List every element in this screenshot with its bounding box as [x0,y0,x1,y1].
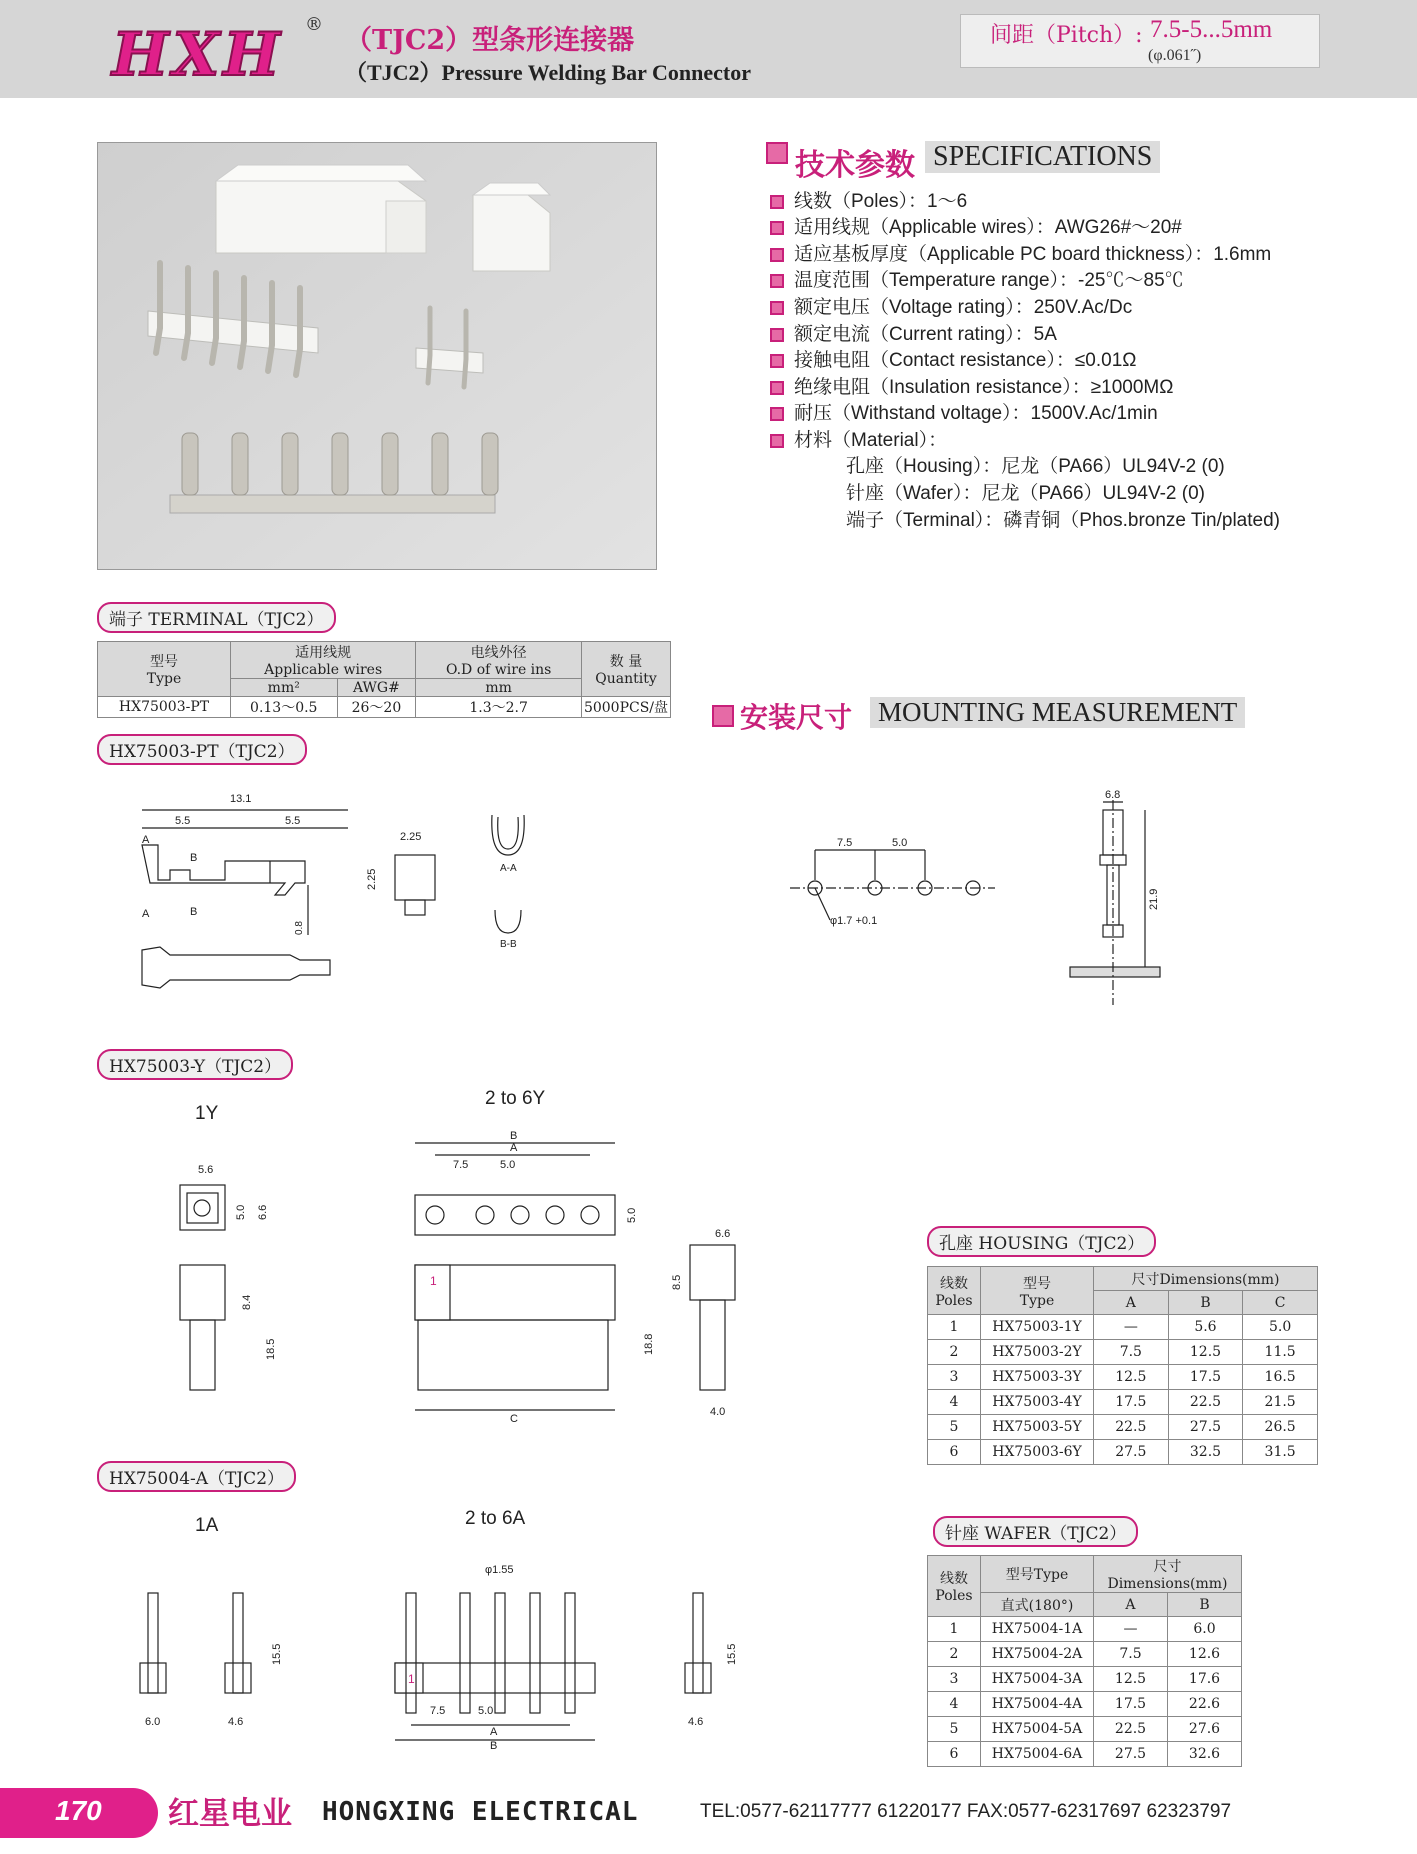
svg-text:15.5: 15.5 [726,1643,738,1665]
svg-text:B: B [490,1740,498,1752]
svg-text:0.8: 0.8 [294,921,305,935]
spec-item: 线数（Poles）：1～6 [770,186,967,213]
connector-photo-illustration [98,143,656,569]
svg-text:A-A: A-A [500,863,517,874]
company-name-chinese: 红星电业 [168,1796,292,1832]
company-name-english: HONGXING ELECTRICAL [322,1797,639,1827]
spec-item: 适应基板厚度（Applicable PC board thickness）：1.6mm [770,239,1271,266]
registered-mark: ® [305,14,323,35]
bullet-icon [770,195,784,209]
col-od: 电线外径 O.D of wire ins [416,642,582,679]
page-number: 170 [55,1795,102,1826]
product-photo [97,142,657,570]
bullet-icon [770,328,784,342]
table-row: 1 HX75003-1Y — 5.6 5.0 [928,1315,1318,1340]
material-terminal: 端子（Terminal）：磷青铜（Phos.bronze Tin/plated) [846,510,1280,531]
bullet-icon [770,301,784,315]
svg-text:A: A [142,908,150,920]
title-english: （TJC2）Pressure Welding Bar Connector [345,60,751,85]
col-mm2: mm² [231,679,338,697]
drawing-label-2-to-6a: 2 to 6A [465,1508,526,1529]
table-row: 3 HX75004-3A 12.5 17.6 [928,1667,1242,1692]
a-drawing-label: HX75004-A（TJC2） [97,1461,296,1492]
housing-section-label: 孔座 HOUSING（TJC2） [927,1226,1156,1257]
svg-text:φ1.7 +0.1: φ1.7 +0.1 [830,915,878,927]
svg-text:5.0: 5.0 [626,1207,638,1223]
material-housing: 孔座（Housing）：尼龙（PA66）UL94V-2 (0) [846,456,1225,477]
table-row: 3 HX75003-3Y 12.5 17.5 16.5 [928,1365,1318,1390]
svg-text:4.6: 4.6 [688,1716,704,1728]
brand-logo: HXH [112,20,284,90]
svg-text:5.6: 5.6 [198,1164,214,1176]
svg-text:5.0: 5.0 [500,1159,516,1171]
svg-text:4.0: 4.0 [710,1406,726,1418]
svg-text:2.25: 2.25 [400,831,422,843]
bullet-icon [770,274,784,288]
col-awg: AWG# [337,679,416,697]
svg-text:8.5: 8.5 [671,1274,683,1290]
material-wafer: 针座（Wafer）：尼龙（PA66）UL94V-2 (0) [846,483,1205,504]
table-row: 5 HX75004-5A 22.5 27.6 [928,1717,1242,1742]
bullet-icon [770,354,784,368]
svg-text:15.5: 15.5 [271,1643,283,1665]
mounting-title-english: MOUNTING MEASUREMENT [870,697,1245,728]
svg-text:18.5: 18.5 [265,1338,277,1360]
svg-text:5.5: 5.5 [175,815,191,827]
terminal-drawing [130,785,560,1000]
table-row: 2 HX75003-2Y 7.5 12.5 11.5 [928,1340,1318,1365]
y-drawing-label: HX75003-Y（TJC2） [97,1049,293,1080]
bullet-icon [770,407,784,421]
table-row: 4 HX75004-4A 17.5 22.6 [928,1692,1242,1717]
spec-title-chinese: 技术参数 [795,149,915,182]
spec-item: 材料（Material）： [770,425,947,452]
drawing-label-1y: 1Y [195,1103,219,1124]
svg-text:18.8: 18.8 [643,1333,655,1355]
svg-text:5.5: 5.5 [285,815,301,827]
bullet-icon [770,434,784,448]
svg-text:21.9: 21.9 [1148,888,1160,910]
table-row: HX75003-PT 0.13～0.5 26～20 1.3～2.7 5000PCS/盘 [98,697,671,718]
mounting-title-chinese: 安装尺寸 [740,702,853,733]
spec-item: 温度范围（Temperature range）：-25℃～85℃ [770,265,1184,292]
pitch-inch-value: (φ.061˝) [1148,47,1202,64]
svg-text:4.6: 4.6 [228,1716,244,1728]
wafer-table: 线数 Poles 型号Type 尺寸Dimensions(mm) 直式(180°) A B 1 HX75004-1A — 6.0 2 HX75004-2A 7.5 12.6 3 HX75004-3A 12.5 17.6 4 HX75004-4A 17.5 22.6 5 HX75004-5A 22.5 27.6 6 HX75004-6A 27.5 32.6 [927,1555,1242,1767]
col-quantity: 数 量 Quantity [582,642,671,697]
terminal-table [97,641,671,718]
spec-item: 额定电压（Voltage rating）：250V.Ac/Dc [770,292,1132,319]
spec-item: 绝缘电阻（Insulation resistance）：≥1000MΩ [770,372,1173,399]
svg-text:B: B [510,1130,518,1142]
spec-item: 耐压（Withstand voltage）：1500V.Ac/1min [770,398,1158,425]
svg-text:13.1: 13.1 [230,793,252,805]
col-wires: 适用线规 Applicable wires [231,642,416,679]
table-row: 6 HX75004-6A 27.5 32.6 [928,1742,1242,1767]
svg-text:7.5: 7.5 [430,1705,446,1717]
svg-text:φ1.55: φ1.55 [485,1564,514,1576]
pitch-value: 7.5-5...5mm [1150,16,1273,43]
mount-section-marker [712,705,734,731]
svg-text:7.5: 7.5 [837,837,853,849]
svg-text:2.25: 2.25 [366,868,378,890]
svg-text:A: A [490,1726,498,1738]
svg-text:1: 1 [430,1274,437,1288]
col-od-unit: mm [416,679,582,697]
spec-item: 接触电阻（Contact resistance）：≤0.01Ω [770,345,1136,372]
svg-text:8.4: 8.4 [241,1294,253,1310]
svg-text:A: A [510,1142,518,1154]
svg-text:6.0: 6.0 [145,1716,161,1728]
wafer-section-label: 针座 WAFER（TJC2） [933,1516,1138,1547]
housing-table: 线数 Poles 型号 Type 尺寸Dimensions(mm) A B C 1 HX75003-1Y — 5.6 5.0 2 HX75003-2Y 7.5 12.5 11.5 3 HX75003-3Y 12.5 17.5 16.5 4 HX75003-4Y 17.5 22.5 21.5 5 HX75003-5Y 22.5 27.5 26.5 6 HX75003-6Y 27.5 32.5 31.5 [927,1266,1318,1465]
contact-info: TEL:0577-62117777 61220177 FAX:0577-62317697 62323797 [700,1801,1232,1822]
svg-text:C: C [510,1413,518,1425]
svg-text:6.6: 6.6 [257,1204,269,1220]
bullet-icon [770,248,784,262]
svg-text:5.0: 5.0 [235,1204,247,1220]
drawing-label-2-to-6y: 2 to 6Y [485,1088,546,1109]
svg-text:B: B [190,906,198,918]
svg-text:5.0: 5.0 [478,1705,494,1717]
svg-text:6.6: 6.6 [715,1228,731,1240]
svg-text:B: B [190,852,198,864]
col-type: 型号 Type [98,642,231,697]
table-row: 6 HX75003-6Y 27.5 32.5 31.5 [928,1440,1318,1465]
svg-text:6.8: 6.8 [1105,789,1121,801]
table-row: 1 HX75004-1A — 6.0 [928,1617,1242,1642]
bullet-icon [770,381,784,395]
svg-text:B-B: B-B [500,939,517,950]
wafer-drawing [130,1555,760,1755]
housing-drawing [170,1125,790,1435]
table-row: 2 HX75004-2A 7.5 12.6 [928,1642,1242,1667]
bullet-icon [770,221,784,235]
drawing-label-1a: 1A [195,1515,219,1536]
table-row: 5 HX75003-5Y 22.5 27.5 26.5 [928,1415,1318,1440]
spec-title-english: SPECIFICATIONS [925,141,1160,173]
svg-text:7.5: 7.5 [453,1159,469,1171]
svg-text:A: A [142,834,150,846]
spec-item: 额定电流（Current rating）：5A [770,319,1057,346]
table-row: 4 HX75003-4Y 17.5 22.5 21.5 [928,1390,1318,1415]
svg-text:5.0: 5.0 [892,837,908,849]
pt-drawing-label: HX75003-PT（TJC2） [97,734,307,765]
terminal-section-label: 端子 TERMINAL（TJC2） [97,602,336,633]
title-chinese: （TJC2）型条形连接器 [345,25,635,56]
pcb-layout-drawing [785,780,1205,1010]
pitch-label: 间距（Pitch）: [990,23,1143,48]
spec-section-marker [766,142,788,168]
spec-item: 适用线规（Applicable wires）：AWG26#～20# [770,212,1182,239]
svg-text:1: 1 [408,1672,415,1686]
